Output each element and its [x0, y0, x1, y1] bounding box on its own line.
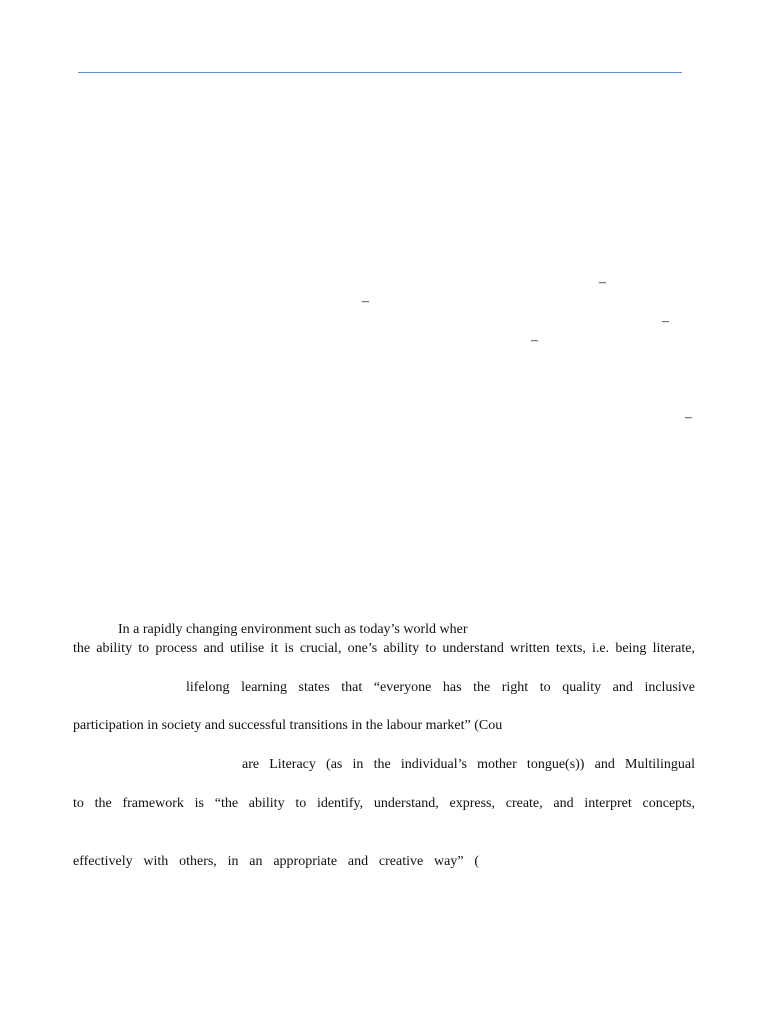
dash-mark: –	[685, 410, 692, 425]
dash-mark: –	[599, 275, 606, 290]
paragraph-line: to the framework is “the ability to identify, understand, express, create, and interpret concepts,	[73, 796, 695, 811]
paragraph-line: participation in society and successful transitions in the labour market” (Cou	[73, 718, 503, 733]
paragraph-line: effectively with others, in an appropriate and creative way” (	[73, 854, 479, 869]
dash-mark: –	[362, 294, 369, 309]
dash-mark: –	[662, 314, 669, 329]
paragraph-line: lifelong learning states that “everyone has the right to quality and inclusive	[186, 680, 695, 695]
header-rule	[78, 72, 682, 73]
paragraph-line: the ability to process and utilise it is crucial, one’s ability to understand written texts, i.e. being literate,	[73, 641, 695, 656]
dash-mark: –	[531, 333, 538, 348]
paragraph-line: are Literacy (as in the individual’s mother tongue(s)) and Multilingual	[242, 757, 695, 772]
paragraph-line: In a rapidly changing environment such as today’s world wher	[118, 622, 468, 637]
